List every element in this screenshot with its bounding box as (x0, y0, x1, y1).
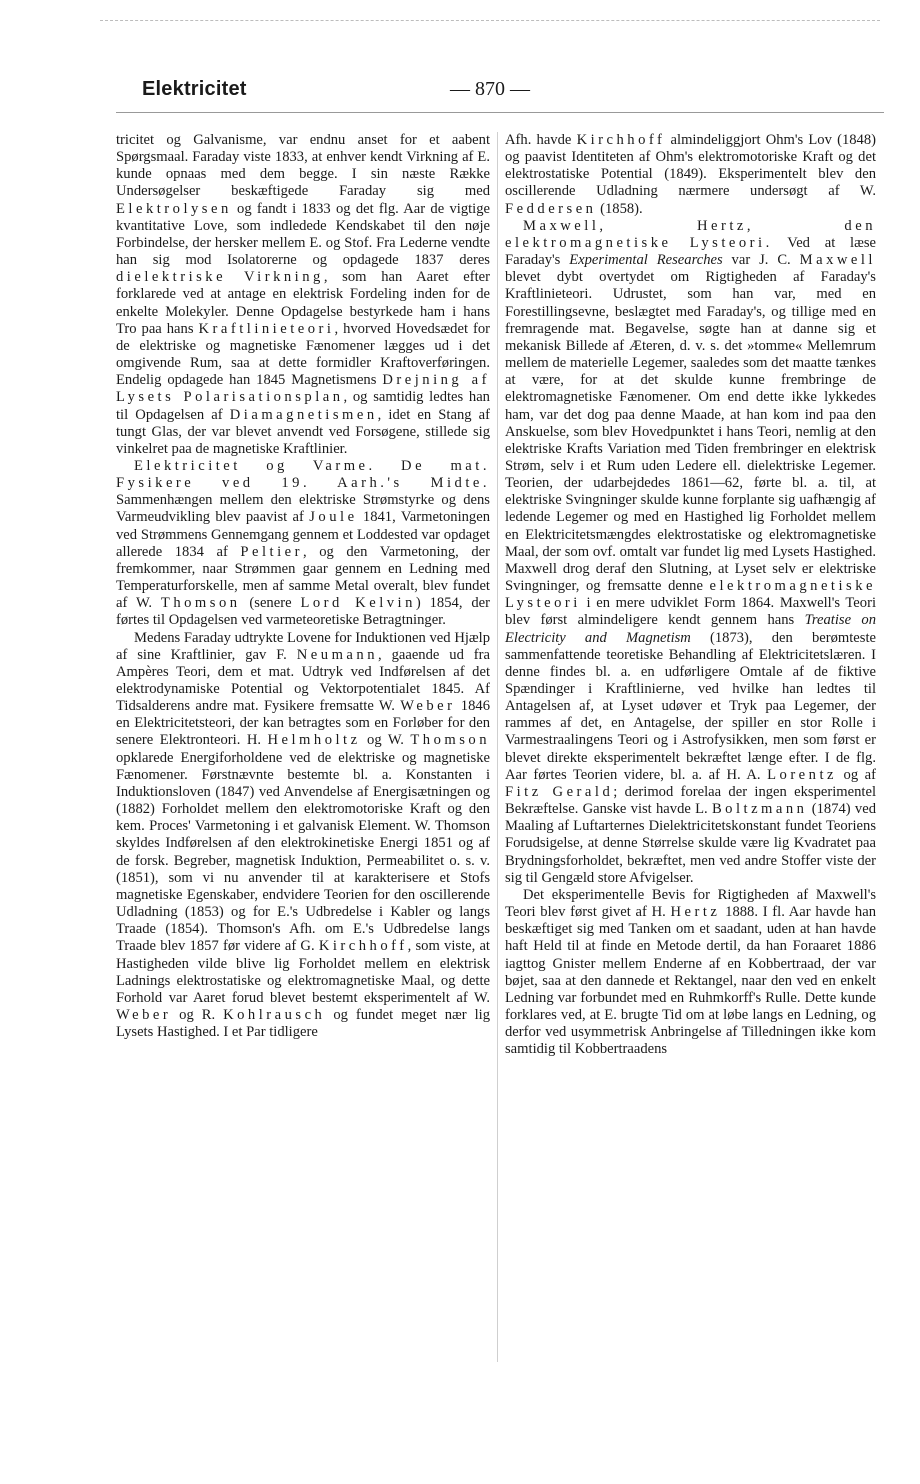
left-column (116, 132, 490, 1041)
paragraph-kirchhoff: Afh. havde Kirchhoff almindeliggjort Ohm's Lov (1848) og paavist Identiteten af Ohm's elektromotoriske Kraft og det elektrostatiske Potential (1849). Eksperimentelt blev den oscillerende Udladning nærmere undersøgt af W. Feddersen (1858). (505, 132, 876, 217)
spaced-term: Peltier (240, 543, 304, 560)
spaced-term: Weber (116, 1006, 172, 1023)
paragraph-induktion: Medens Faraday udtrykte Lovene for Induktionen ved Hjælp af sine Kraftlinier, gav F. Neumann, gaaende ud fra Ampères Teori, dem et mat. Udtryk ved Indførelsen af det elektrodynamiske Potential og Vektorpotentialet 1845. Af Tidsalderens andre mat. Fysikere fremsatte W. Weber 1846 en Elektricitetsteori, der kan betragtes som en Forløber for den senere Elektronteori. H. Helmholtz og W. Thomson opklarede Energiforholdene ved de elektriske og magnetiske Fænomener. Førstnævnte bestemte bl. a. Konstanten i Induktionsloven (1847) ved Anvendelse af Energisætningen og (1882) Forholdet mellem den elektromotoriske Kraft og den kem. Proces' Varmetoning i et galvanisk Element. W. Thomson skyldes Indførelsen af den elektrokinetiske Energi 1851 og af de forsk. Begreber, magnetisk Induktion, Permeabilitet o. s. v. (1851), som vi nu anvender til at karakterisere et Stofs magnetiske Egenskaber, endvidere Teorien for den oscillerende Udladning (1853) og for E.'s Udbredelse i Kabler og langs Traade (1854). Thomson's Afh. om E.'s Udbredelse langs Traade blev 1857 før videre af G. Kirchhoff, som viste, at Hastigheden vilde blive lig Forholdet mellem en elektrisk Ladnings elektrostatiske og elektromagnetiske Maal, og dette Forhold var Aaret forud blevet bestemt eksperimentelt af W. Weber og R. Kohlrausch og fundet meget nær lig Lysets Hastighed. I et Par tidligere (116, 629, 490, 1041)
italic-title: Experimental Researches (569, 252, 723, 269)
spaced-term: Kirchhoff (576, 132, 666, 148)
spaced-term: Thomson (160, 595, 241, 612)
page-number: — 870 — (450, 78, 530, 100)
paragraph-elektricitet-og-varme: Elektricitet og Varme. De mat. Fysikere ved 19. Aarh.'s Midte. Sammenhængen mellem den elektriske Strømstyrke og dens Varmeudvikling blev paavist af Joule 1841, Varmetoningen ved Strømmens Gennemgang gennem et Loddested var opdaget allerede 1834 af Peltier, og den Varmetoning, der fremkommer, naar Strømmen gaar gennem en Ledning med Temperaturforskelle, men af samme Metal overalt, blev fundet af W. Thomson (senere Lord Kelvin) 1854, der førtes til Opdagelsen ved varmeteoretiske Betragtninger. (116, 457, 490, 629)
spaced-term: Hertz (670, 904, 721, 921)
running-title: Elektricitet (142, 78, 247, 100)
page-header (142, 78, 882, 104)
section-heading: Maxwell, Hertz, den elektromagnetiske Lysteori. (505, 217, 876, 251)
column-divider (497, 132, 498, 1362)
spaced-term: elektromagnetiske Lysteori (505, 578, 876, 612)
spaced-term: Elektrolysen (116, 200, 232, 217)
right-column (505, 132, 876, 1058)
spaced-term: dielektriske Virkning (116, 269, 324, 286)
paragraph-faraday-discoveries: tricitet og Galvanisme, var endnu anset for et aabent Spørgsmaal. Faraday viste 1833, at enhver kendt Virkning af E. kunde opnaas med dem begge. I sin næste Række Undersøgelser beskæftigede Faraday sig med Elektrolysen og fandt i 1833 og det flg. Aar de vigtige kvantitative Love, som indledede Kendskabet til den nøje Forbindelse, der hersker mellem E. og Stof. Fra Lederne vendte han sig mod Isolatorerne og opdagede 1837 deres dielektriske Virkning, som han Aaret efter forklarede ved at antage en elektrisk Fordeling inden for de enkelte Molekyler. Denne Opdagelse bestyrkede ham i hans Tro paa hans Kraftlinieteori, hvorved Hovedsædet for de elektriske og magnetiske Fænomener lægges ud i det omgivende Rum, saa at dette formidler Kraftoverføringen. Endelig opdagede han 1845 Magnetismens Drejning af Lysets Polarisationsplan, og samtidig ledtes han til Opdagelsen af Diamagnetismen, idet en Stang af tungt Glas, der var blevet anvendt ved Forsøgene, stillede sig vinkelret paa de magnetiske Kraftlinier. (116, 132, 490, 457)
spaced-term: Lord Kelvin (300, 595, 416, 612)
section-heading: Elektricitet og Varme. De mat. Fysikere ved 19. Aarh.'s Midte. (116, 457, 490, 492)
spaced-term: Joule (309, 509, 358, 526)
spaced-term: Kohlrausch (223, 1006, 326, 1023)
spaced-term: Fitz Gerald (505, 783, 614, 800)
paragraph-hertz-proof: Det eksperimentelle Bevis for Rigtigheden af Maxwell's Teori blev først givet af H. Hertz 1888. I fl. Aar havde han beskæftiget sig med Tanken om et saadant, uden at han havde haft Held til at finde en Metode dertil, da han Foraaret 1886 iagttog Gnister mellem Enderne af en Kobbertraad, der var bøjet, saa at den dannede et Rektangel, naar den ved en enkelt Ledning var forbundet med en Ruhmkorff's Rulle. Dette kunde forklares ved, at E. brugte Tid om at løbe langs en Ledning, og derfor ved usymmetrisk Anbringelse af Tilledningen ikke kom samtidig til Kobbertraadens (505, 886, 876, 1058)
spaced-term: Lorentz (767, 766, 837, 783)
spaced-term: Diamagnetismen (229, 406, 378, 423)
spaced-term: Feddersen (505, 200, 597, 217)
spaced-term: Kraftlinieteori (198, 320, 335, 337)
paragraph-maxwell-hertz: Maxwell, Hertz, den elektromagnetiske Lysteori. Ved at læse Faraday's Experimental Researches var J. C. Maxwell blevet dybt overtydet om Rigtigheden af Faraday's Kraftlinieteori. Udrustet, som han var, med en Forestillingsevne, beslægtet med Faraday's, og tillige med en fremragende mat. Begavelse, søgte han at danne sig et mekanisk Billede af Æteren, d. v. s. det »tomme« Mellemrum mellem de materielle Legemer, saaledes som det maatte tænkes at være, for at det skulde kunne frembringe de elektromagnetiske Fænomener. Om end dette ikke lykkedes ham, var det dog paa denne Maade, at han kom ind paa den Anskuelse, som blev Hovedpunktet i hans Teori, nemlig at den elektriske Krafts Variation med Tiden frembringer en elektrisk Strøm, selv i et Rum uden Ledere ell. dielektriske Legemer. Teorien, der udarbejdedes 1861—62, førte bl. a. til, at elektriske Svingninger skulde kunne forplante sig uafhængig af ledende Legemer og med en Hastighed lig Forholdet mellem en Elektricitetsmængdes elektrostatiske og elektromagnetiske Maal, der som ovf. omtalt var fundet lig med Lysets Hastighed. Maxwell drog deraf den Slutning, at Lyset selv er elektriske Svingninger, og fremsatte denne elektromagnetiske Lysteori i en mere udviklet Form 1864. Maxwell's Teori blev først almindeligere kendt gennem hans Treatise on Electricity and Magnetism (1873), den berømteste sammenfattende teoretiske Behandling af Elektricitetslæren. I denne findes bl. a. en udførligere Omtale af de fiktive Spændinger i Kraftlinierne, ved hvilke han ledtes til Antagelsen af, at Lyset udøver et Tryk paa Legemer, der rammes af det, en Antagelse, der spiller en stor Rolle i Varmestraalingens Teori og i Astrofysikken, men som først er blevet direkte eksperimentelt bekræftet længe efter. I de flg. Aar førtes Teorien videre, bl. a. af H. A. Lorentz og af Fitz Gerald; derimod forelaa der ingen eksperimentel Bekræftelse. Ganske vist havde L. Boltzmann (1874) ved Maaling af Luftarternes Dielektricitetskonstant fundet Teoriens Forudsigelse, at denne Størrelse skulde være lig Kvadratet paa Brydningsforholdet, bekræftet, men ved andre Stoffer viste der sig til Gengæld store Afvigelser. (505, 217, 877, 886)
spaced-term: Neumann (296, 646, 378, 663)
italic-title: Treatise on Electricity and Magnetism (505, 612, 876, 646)
spaced-term: Boltzmann (711, 801, 808, 818)
spaced-term: Thomson (410, 732, 490, 749)
spaced-term: Drejning af Lysets Polarisationsplan (116, 372, 490, 406)
top-dashed-rule (100, 20, 880, 21)
spaced-term: Weber (400, 698, 456, 715)
spaced-term: Helmholtz (267, 732, 361, 749)
header-rule (116, 112, 884, 113)
spaced-term: Maxwell (799, 252, 876, 269)
spaced-term: Kirchhoff (318, 938, 408, 955)
